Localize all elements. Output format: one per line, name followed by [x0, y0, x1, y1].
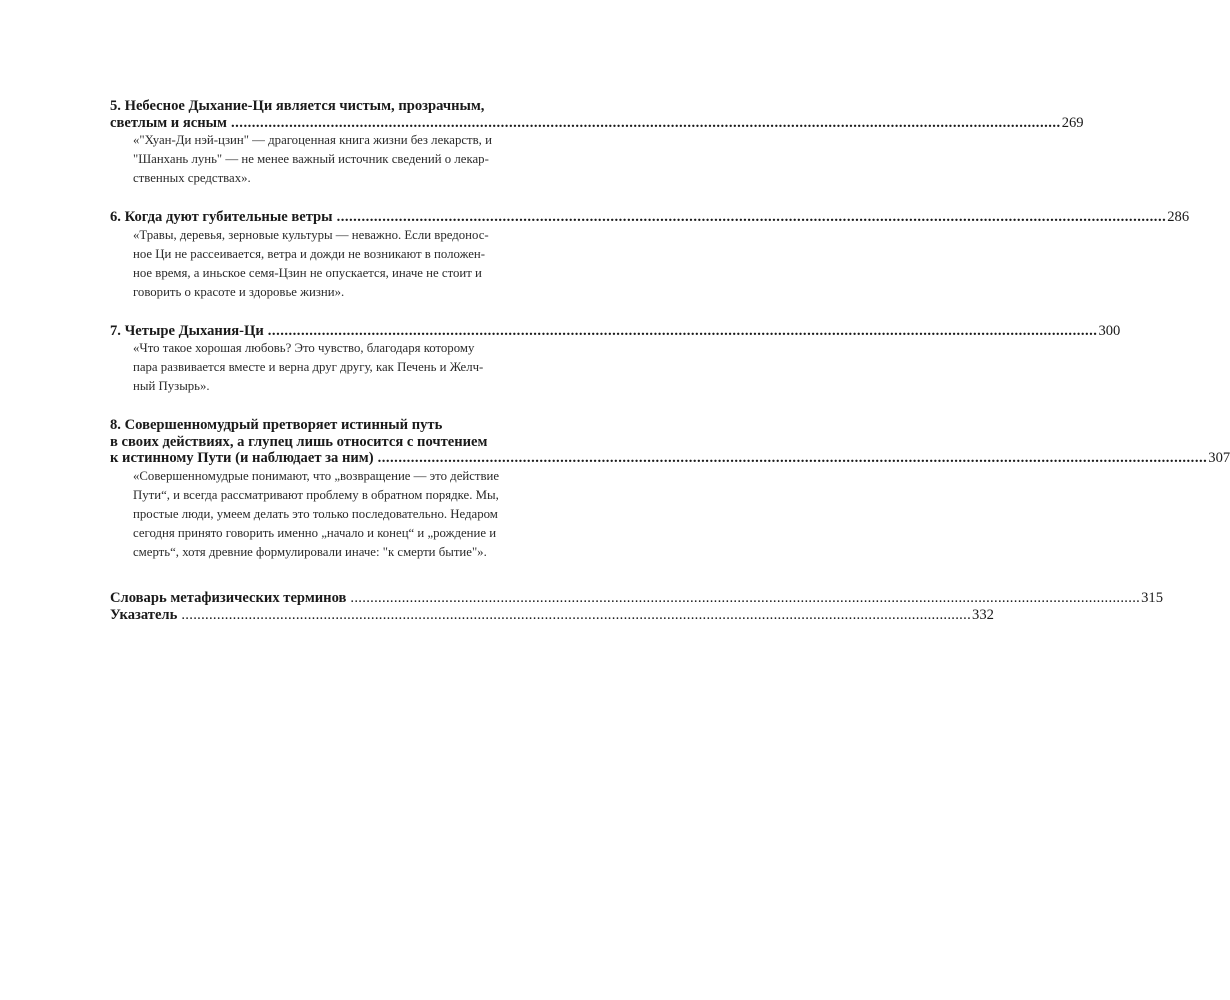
description-line: смерть“, хотя древние формулировали иначе: "к смерти бытие"».: [133, 544, 487, 559]
toc-entry-heading: [110, 417, 1230, 467]
description-line: простые люди, умеем делать это только последовательно. Недаром: [133, 506, 498, 521]
toc-entry: [110, 209, 1190, 302]
leader-dots: ........................................................................................................................................................................................................: [377, 450, 1208, 466]
back-matter-title: Указатель: [110, 606, 178, 623]
toc-entry-title-line: 5. Небесное Дыхание-Ци является чистым, прозрачным,: [110, 98, 485, 114]
toc-entry: [110, 322, 1121, 397]
description-line: Пути“, и всегда рассматривают проблему в обратном порядке. Мы,: [133, 487, 499, 502]
description-line: сегодня принято говорить именно „начало и конец“ и „рождение и: [133, 525, 497, 540]
toc-entry-description: [133, 131, 650, 188]
leader-dots: ........................................................................................................................................................................................................: [231, 114, 1061, 131]
toc-entry-description: [133, 226, 650, 302]
toc-entry-title: светлым и ясным: [110, 114, 227, 131]
leader-dots: ........................................................................................................................................................................................................: [181, 606, 972, 623]
description-line: «"Хуан-Ди нэй-цзин" — драгоценная книга жизни без лекарств, и: [133, 133, 492, 147]
toc-entry-description: [133, 467, 650, 562]
description-line: пара развивается вместе и верна друг другу, как Печень и Желч-: [133, 360, 484, 374]
toc-entry-title-line: в своих действиях, а глупец лишь относится с почтением: [110, 433, 488, 450]
description-line: ный Пузырь».: [133, 379, 210, 393]
toc-entry-title: к истинному Пути (и наблюдает за ним): [110, 450, 374, 466]
toc-entry-title-line: 8. Совершенномудрый претворяет истинный путь: [110, 417, 443, 433]
toc-entry-title: 6. Когда дуют губительные ветры: [110, 209, 333, 225]
back-matter-title-row[interactable]: [110, 589, 1163, 607]
back-matter-title-row[interactable]: [110, 606, 994, 624]
description-line: ное время, а иньское семя-Цзин не опускается, иначе не стоит и: [133, 265, 482, 280]
toc-entry-title-row[interactable]: [110, 114, 1084, 132]
leader-dots: ........................................................................................................................................................................................................: [267, 322, 1098, 339]
toc-entry: [110, 417, 1230, 562]
toc-entry-heading: [110, 322, 1121, 340]
description-line: «Совершенномудрые понимают, что „возвращение — это действие: [133, 468, 500, 483]
page-number: 269: [1061, 114, 1084, 131]
toc-entry-description: [133, 339, 650, 396]
toc-entry-title-row[interactable]: [110, 209, 1190, 226]
description-line: ственных средствах».: [133, 171, 251, 185]
toc-back-matter: [110, 589, 1163, 624]
description-line: ное Ци не рассеивается, ветра и дожди не возникают в положен-: [133, 246, 486, 261]
description-line: говорить о красоте и здоровье жизни».: [133, 284, 345, 299]
toc-entry-title-row[interactable]: [110, 322, 1121, 340]
toc-entry-heading: [110, 209, 1190, 226]
page-number: 286: [1167, 209, 1190, 225]
table-of-contents: [110, 98, 1230, 624]
toc-entry-title-row[interactable]: [110, 450, 1230, 467]
page-number: 332: [972, 606, 994, 623]
leader-dots: ........................................................................................................................................................................................................: [350, 589, 1141, 606]
page-number: 300: [1098, 322, 1121, 339]
toc-entries: [110, 98, 1230, 562]
page-number: 315: [1141, 589, 1163, 606]
page-number: 307: [1208, 450, 1230, 466]
description-line: «Что такое хорошая любовь? Это чувство, благодаря которому: [133, 341, 475, 355]
toc-entry: [110, 98, 1084, 188]
description-line: "Шанхань лунь" — не менее важный источник сведений о лекар-: [133, 152, 489, 166]
toc-entry-title: 7. Четыре Дыхания-Ци: [110, 322, 264, 339]
toc-entry-heading: [110, 98, 1084, 131]
description-line: «Травы, деревья, зерновые культуры — неважно. Если вредонос-: [133, 227, 489, 242]
back-matter-title: Словарь метафизических терминов: [110, 589, 347, 606]
leader-dots: ........................................................................................................................................................................................................: [336, 209, 1167, 225]
